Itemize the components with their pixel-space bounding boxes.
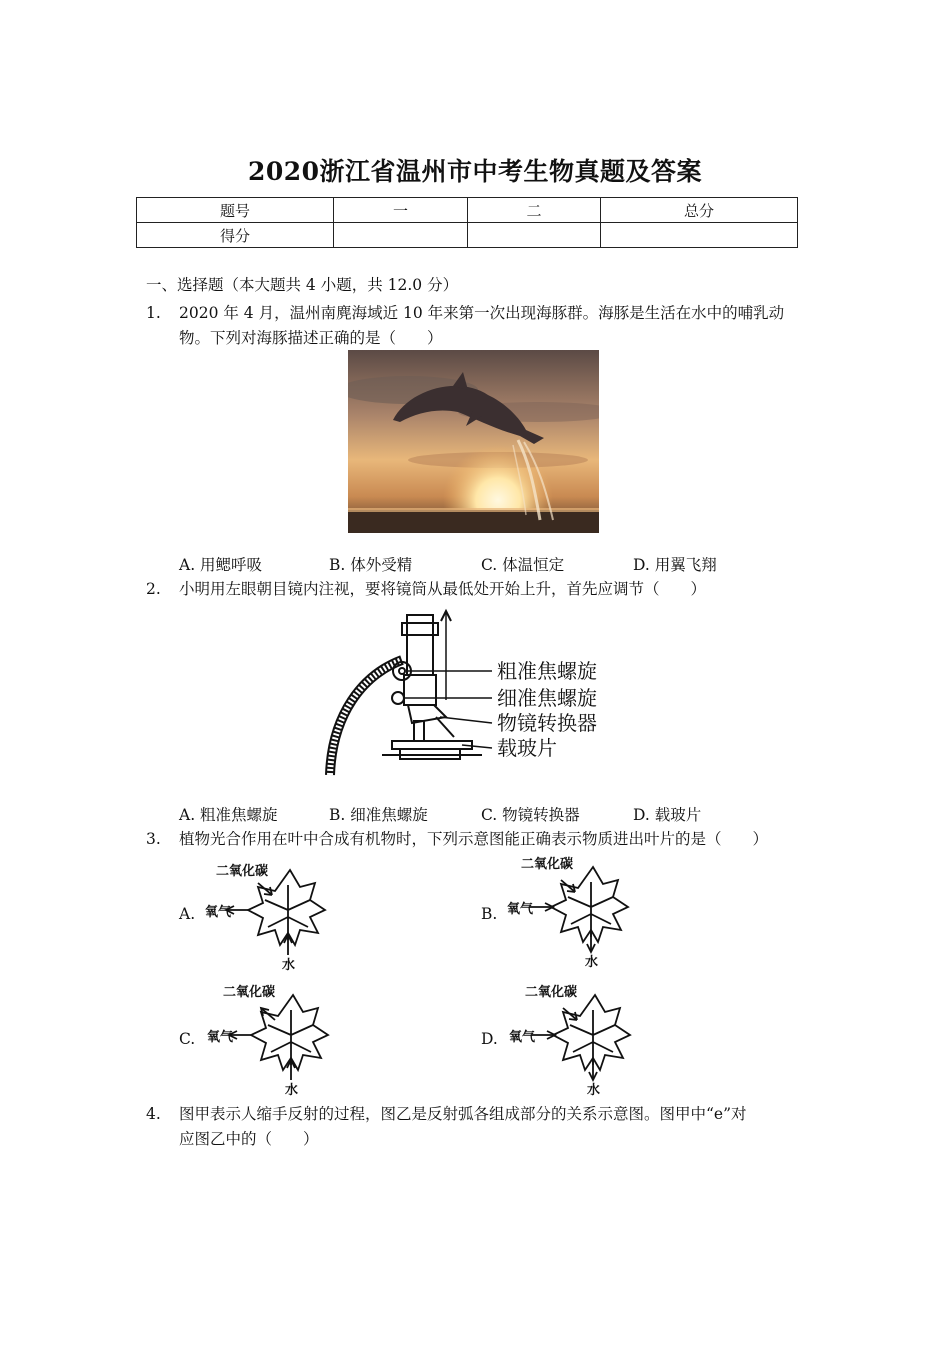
score-table-cell: 题号 xyxy=(137,198,334,223)
co2-label: 二氧化碳 xyxy=(223,985,276,1000)
question-number: 4. xyxy=(146,1105,161,1123)
question-text: 植物光合作用在叶中合成有机物时，下列示意图能正确表示物质进出叶片的是（ ） xyxy=(179,830,769,848)
water-label: 水 xyxy=(285,1083,299,1098)
leaf-diagram-b xyxy=(503,852,643,972)
leaf-diagram-a xyxy=(200,855,340,975)
o2-label: 氧气 xyxy=(205,905,232,920)
option-a: A. xyxy=(179,905,196,923)
figure-label-slide: 载玻片 xyxy=(497,736,557,760)
question-number: 2. xyxy=(146,580,161,598)
o2-label: 氧气 xyxy=(509,1030,536,1045)
water-label: 水 xyxy=(585,955,599,970)
figure-label-coarse: 粗准焦螺旋 xyxy=(497,659,597,683)
figure-label-fine: 细准焦螺旋 xyxy=(497,686,597,710)
option-d: D. 载玻片 xyxy=(633,806,702,824)
leaf-diagram-d xyxy=(505,980,645,1100)
option-c: C. 体温恒定 xyxy=(481,556,565,574)
question-text: 小明用左眼朝目镜内注视，要将镜筒从最低处开始上升，首先应调节（ ） xyxy=(179,580,707,598)
score-table-score-row xyxy=(137,223,798,248)
score-table xyxy=(136,197,798,248)
leaf-diagram-c xyxy=(203,980,343,1100)
option-c: C. xyxy=(179,1030,196,1048)
option-d: D. xyxy=(481,1030,498,1048)
score-table-cell: 一 xyxy=(334,198,468,223)
question-text: 图甲表示人缩手反射的过程，图乙是反射弧各组成部分的关系示意图。图甲中“e”对 xyxy=(179,1105,747,1123)
water-label: 水 xyxy=(587,1083,601,1098)
question-number: 3. xyxy=(146,830,161,848)
section-heading: 一、选择题（本大题共 4 小题，共 12.0 分） xyxy=(146,276,459,294)
score-table-cell: 二 xyxy=(468,198,601,223)
co2-label: 二氧化碳 xyxy=(525,985,578,1000)
score-table-cell xyxy=(468,223,601,248)
score-table-cell xyxy=(334,223,468,248)
option-c: C. 物镜转换器 xyxy=(481,806,580,824)
o2-label: 氧气 xyxy=(207,1030,234,1045)
score-table-cell: 得分 xyxy=(137,223,334,248)
o2-label: 氧气 xyxy=(507,902,534,917)
question-number: 1. xyxy=(146,304,161,322)
option-b: B. 细准焦螺旋 xyxy=(329,806,428,824)
question-text: 2020 年 4 月，温州南麂海域近 10 年来第一次出现海豚群。海豚是生活在水中的哺乳动 xyxy=(179,304,785,322)
option-b: B. 体外受精 xyxy=(329,556,413,574)
microscope-figure xyxy=(322,605,622,777)
option-d: D. 用翼飞翔 xyxy=(633,556,717,574)
question-text: 应图乙中的（ ） xyxy=(179,1130,319,1148)
co2-label: 二氧化碳 xyxy=(216,864,269,879)
score-table-cell xyxy=(601,223,798,248)
score-table-cell: 总分 xyxy=(601,198,798,223)
option-b: B. xyxy=(481,905,498,923)
option-a: A. 用鳃呼吸 xyxy=(179,556,263,574)
page-title: 2020浙江省温州市中考生物真题及答案 xyxy=(247,157,703,186)
figure-label-nosepiece: 物镜转换器 xyxy=(497,711,597,735)
score-table-header-row xyxy=(137,198,798,223)
water-label: 水 xyxy=(282,958,296,973)
dolphin-photo xyxy=(348,350,599,533)
co2-label: 二氧化碳 xyxy=(521,857,574,872)
question-text: 物。下列对海豚描述正确的是（ ） xyxy=(179,329,443,347)
option-a: A. 粗准焦螺旋 xyxy=(179,806,278,824)
